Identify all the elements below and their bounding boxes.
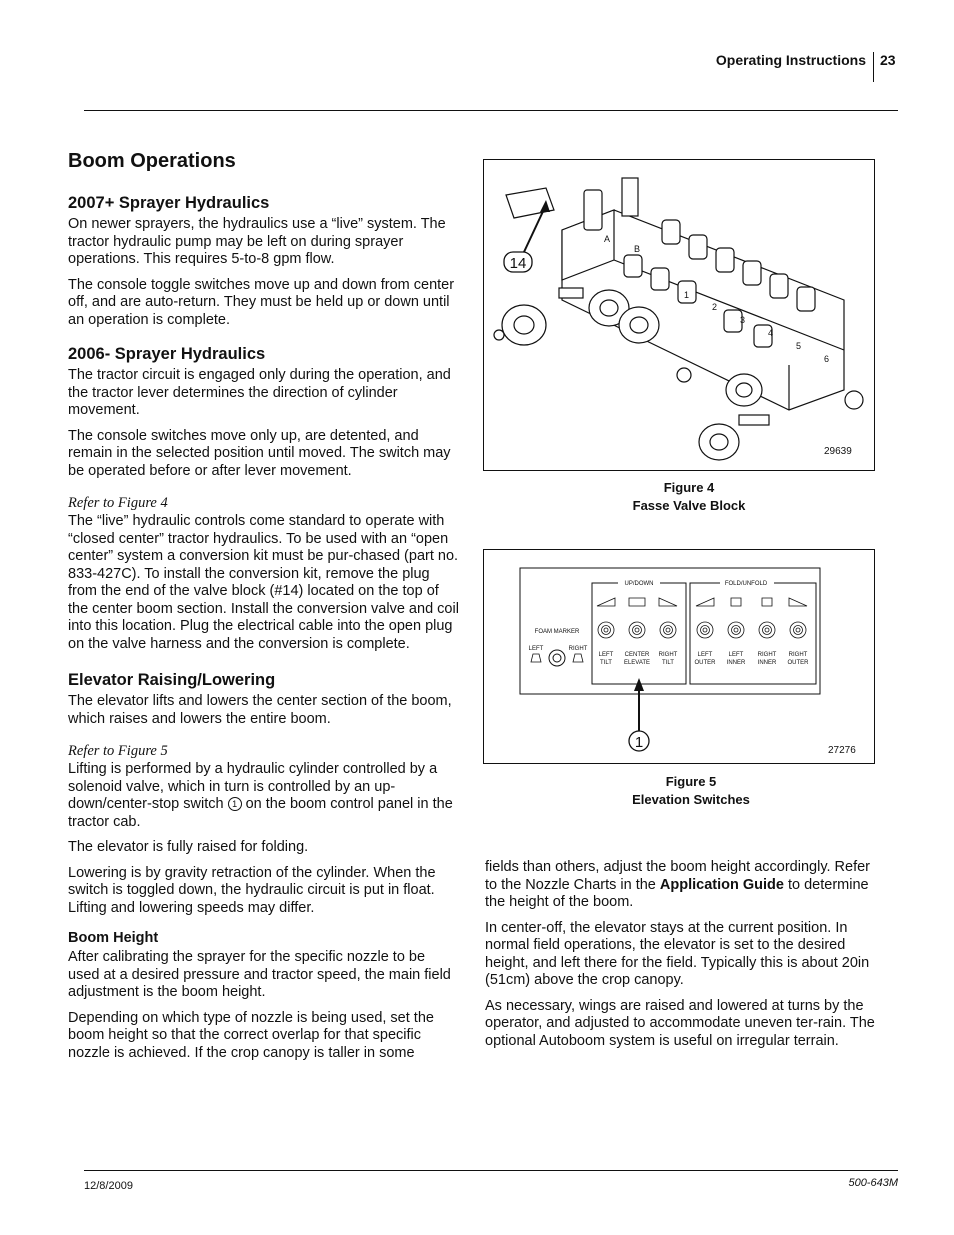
paragraph: After calibrating the sprayer for the specific nozzle to be used at a desired pressure and tractor speed, the main field adjustment is the boom height. [68,949,451,1000]
svg-text:B: B [634,244,641,254]
switch-label: LEFT [598,652,614,658]
switch-label: TILT [600,660,612,666]
svg-text:3: 3 [740,315,746,325]
switch-label: RIGHT [788,652,808,658]
heading-2007-hydraulics: 2007+ Sprayer Hydraulics [68,194,270,212]
figure-5-caption [483,773,899,809]
paragraph [485,859,877,912]
paragraph [68,761,460,831]
foam-marker-right: RIGHT [568,646,588,652]
heading-elevator: Elevator Raising/Lowering [68,671,276,689]
plug [845,391,863,409]
bold-reference: Application Guide [659,876,784,893]
switch-label: OUTER [787,660,809,666]
switch-label: ELEVATE [623,660,651,666]
switch-label: TILT [662,660,674,666]
text-run: on the boom control panel in the tractor cab. [68,796,453,830]
svg-text:5: 5 [796,341,802,351]
switch-panel-drawing [484,550,874,763]
svg-text:4: 4 [768,328,774,338]
callout-label: 14 [509,255,527,272]
svg-text:6: 6 [824,354,830,364]
footer-rule [84,1170,898,1171]
header-section-title: Operating Instructions [715,52,866,68]
paragraph: Depending on which type of nozzle is being used, set the boom height so that the correct overlap for that specific nozzle is achieved. If the crop canopy is taller in some [68,1009,434,1061]
caption-title: Elevation Switches [632,792,750,807]
header-rule [84,110,898,111]
figure-4-frame [483,159,875,471]
heading-2006-hydraulics: 2006- Sprayer Hydraulics [68,345,266,363]
updown-group-label: UP/DOWN [624,581,654,587]
caption-number: Figure 5 [665,774,717,789]
footer-doc-number: 500-643M [848,1177,898,1189]
plug [494,330,504,340]
fold-group-label: FOLD/UNFOLD [724,581,768,587]
paragraph: In center-off, the elevator stays at the current position. In normal field operations, the elevator is set to the desired height, and left there for the field. Typically this is about 20in (51cm) above the crop canopy. [485,919,870,988]
switch-label: OUTER [694,660,716,666]
paragraph: The tractor circuit is engaged only during the operation, and the tractor lever determines the direction of cylinder movement. [68,367,451,418]
barb-fitting [559,288,583,298]
switch-label: INNER [726,660,746,666]
drawing-number: 27276 [828,745,856,756]
heading-boom-height: Boom Height [68,930,159,946]
page-title: Boom Operations [68,150,236,172]
figure-5-frame [483,549,875,764]
right-column [485,859,877,1058]
switch-label: RIGHT [757,652,777,658]
paragraph: Lowering is by gravity retraction of the cylinder. When the switch is toggled down, the hydraulic circuit is put in float. Lifting and lowering speeds may differ. [68,864,436,916]
paragraph: The elevator lifts and lowers the center section of the boom, which raises and lowers the entire boom. [68,693,452,727]
figure-reference: Refer to Figure 5 [68,743,168,759]
page-number: 23 [880,52,896,68]
foam-marker-left: LEFT [528,646,544,652]
switch-label: LEFT [728,652,744,658]
drawing-number: 29639 [824,446,852,457]
svg-text:2: 2 [712,302,718,312]
svg-text:A: A [604,234,611,244]
header-divider [873,52,874,82]
plug [677,368,691,382]
text-run: fields than others, adjust the boom height accordingly. Refer to the Nozzle Charts in the [485,859,871,893]
barb-fitting [739,415,769,425]
paragraph: The console toggle switches move up and down from center off, and are auto-return. They must be held up or down until an operation is complete. [68,276,455,328]
switch-label: INNER [757,660,777,666]
paragraph: The elevator is fully raised for folding. [68,839,309,855]
callout-marker: 1 [228,797,242,811]
left-column [68,149,460,1070]
caption-title: Fasse Valve Block [632,498,746,513]
text-run: to determine the height of the boom. [485,876,869,910]
caption-number: Figure 4 [663,480,715,495]
text-run: Lifting is performed by a hydraulic cylinder controlled by a solenoid valve, which in turn is controlled by an up-down/center-stop switch [68,761,438,812]
callout-label: 1 [634,734,644,751]
foam-marker-title: FOAM MARKER [534,629,580,635]
figure-4-caption [483,479,895,515]
paragraph: The console switches move only up, are detented, and remain in the selected position until moved. The switch may be operated before or after lever movement. [68,427,451,479]
paragraph: As necessary, wings are raised and lowered at turns by the operator, and adjusted to accommodate uneven ter-rain. The optional Autoboom system is useful on irregular terrain. [485,997,875,1049]
switch-label: LEFT [697,652,713,658]
paragraph: The “live” hydraulic controls come standard to operate with “closed center” tractor hydraulics. To be used with an “open center” system a conversion kit must be pur-chased (part no. 833-427C). To install the conversion kit, remove the plug from the end of the valve block (#14) located on the top of the center boom section. Install the conversion valve and coil into this location. Plug the electrical cable into the open plug on the valve harness and the conversion is complete. [68,513,459,652]
paragraph: On newer sprayers, the hydraulics use a “live” system. The tractor hydraulic pump may be left on during sprayer operations. This requires 5-to-8 gpm flow. [68,216,446,267]
figure-reference: Refer to Figure 4 [68,495,168,511]
switch-label: CENTER [624,652,650,658]
footer-date: 12/8/2009 [84,1180,133,1192]
valve-block-drawing [484,160,874,470]
svg-text:1: 1 [684,290,690,300]
switch-label: RIGHT [658,652,678,658]
